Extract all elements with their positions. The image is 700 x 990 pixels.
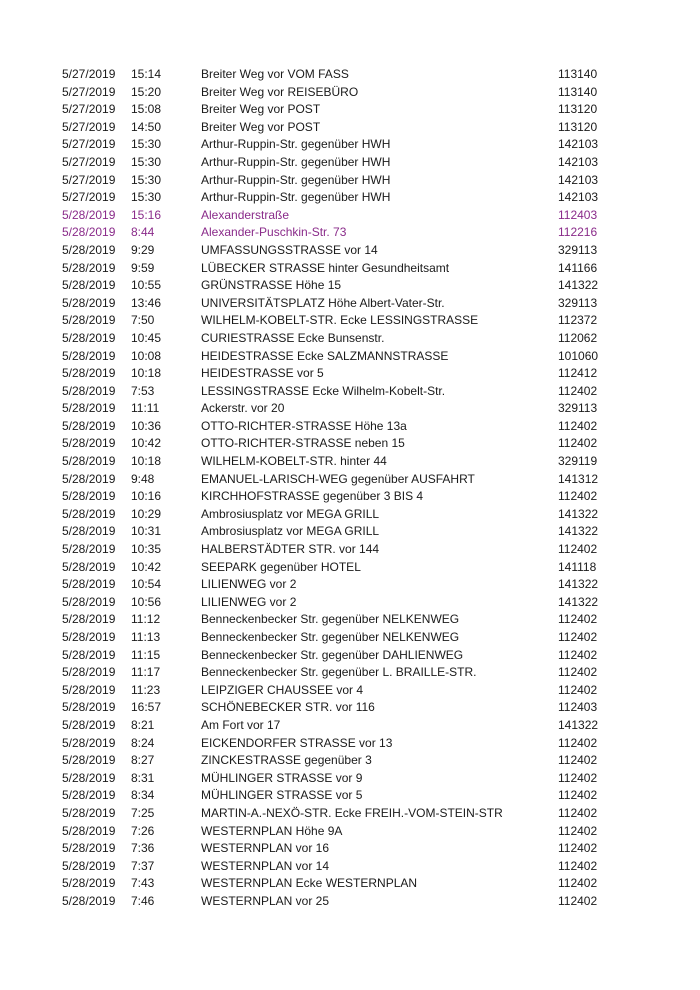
table-row bbox=[0, 101, 700, 119]
code-cell: 142103 bbox=[558, 190, 599, 205]
code-cell: 113140 bbox=[558, 84, 598, 99]
location-cell: WESTERNPLAN Ecke WESTERNPLAN bbox=[201, 876, 418, 891]
date-cell: 5/27/2019 bbox=[62, 67, 116, 81]
code-cell: 112402 bbox=[558, 753, 598, 768]
time-cell: 8:31 bbox=[131, 770, 155, 785]
time-cell: 15:14 bbox=[131, 67, 162, 81]
location-cell: WESTERNPLAN Höhe 9A bbox=[201, 823, 343, 838]
code-cell: 141322 bbox=[558, 717, 599, 732]
code-cell: 112402 bbox=[558, 682, 598, 697]
time-cell: 15:20 bbox=[131, 84, 162, 99]
code-cell: 112402 bbox=[558, 893, 598, 908]
code-cell: 112402 bbox=[558, 418, 598, 433]
table-row bbox=[0, 664, 700, 682]
code-cell: 113120 bbox=[558, 119, 598, 134]
date-cell: 5/28/2019 bbox=[62, 313, 116, 328]
code-cell: 113140 bbox=[558, 67, 598, 81]
time-cell: 9:29 bbox=[131, 242, 155, 257]
location-cell: LESSINGSTRASSE Ecke Wilhelm-Kobelt-Str. bbox=[201, 383, 446, 398]
code-cell: 142103 bbox=[558, 137, 599, 152]
date-cell: 5/28/2019 bbox=[62, 454, 116, 469]
code-cell: 112402 bbox=[558, 876, 598, 891]
code-cell: 112402 bbox=[558, 770, 598, 785]
code-cell: 141118 bbox=[558, 559, 597, 574]
location-cell: Breiter Weg vor POST bbox=[201, 102, 321, 117]
time-cell: 15:30 bbox=[131, 154, 162, 169]
table-row bbox=[0, 559, 700, 577]
time-cell: 10:16 bbox=[131, 489, 162, 504]
time-cell: 10:56 bbox=[131, 594, 162, 609]
table-row bbox=[0, 400, 700, 418]
code-cell: 329113 bbox=[558, 401, 598, 416]
date-cell: 5/28/2019 bbox=[62, 225, 116, 240]
table-row bbox=[0, 260, 700, 278]
time-cell: 11:15 bbox=[131, 647, 161, 662]
code-cell: 142103 bbox=[558, 154, 599, 169]
table-row bbox=[0, 682, 700, 700]
time-cell: 14:50 bbox=[131, 119, 162, 134]
code-cell: 141322 bbox=[558, 524, 599, 539]
location-cell: Am Fort vor 17 bbox=[201, 717, 281, 732]
date-cell: 5/28/2019 bbox=[62, 207, 116, 222]
time-cell: 11:12 bbox=[131, 612, 161, 627]
table-row bbox=[0, 770, 700, 788]
table-row bbox=[0, 647, 700, 665]
time-cell: 7:37 bbox=[131, 858, 155, 873]
table-row bbox=[0, 172, 700, 190]
code-cell: 141312 bbox=[558, 471, 599, 486]
code-cell: 112402 bbox=[558, 735, 598, 750]
table-row bbox=[0, 893, 700, 911]
time-cell: 15:16 bbox=[131, 207, 162, 222]
code-cell: 112402 bbox=[558, 612, 598, 627]
date-cell: 5/28/2019 bbox=[62, 612, 116, 627]
location-cell: Ackerstr. vor 20 bbox=[201, 401, 285, 416]
location-cell: EMANUEL-LARISCH-WEG gegenüber AUSFAHRT bbox=[201, 471, 475, 486]
location-cell: Breiter Weg vor REISEBÜRO bbox=[201, 84, 359, 99]
time-cell: 11:17 bbox=[131, 665, 161, 680]
time-cell: 7:25 bbox=[131, 805, 155, 820]
code-cell: 112403 bbox=[558, 700, 598, 715]
table-row bbox=[0, 365, 700, 383]
location-cell: WESTERNPLAN vor 14 bbox=[201, 858, 330, 873]
time-cell: 7:26 bbox=[131, 823, 155, 838]
date-cell: 5/28/2019 bbox=[62, 401, 116, 416]
time-cell: 10:42 bbox=[131, 559, 162, 574]
table-row bbox=[0, 488, 700, 506]
code-cell: 112402 bbox=[558, 489, 598, 504]
location-cell: LÜBECKER STRASSE hinter Gesundheitsamt bbox=[201, 260, 450, 275]
records-table bbox=[0, 66, 700, 911]
table-row bbox=[0, 576, 700, 594]
date-cell: 5/28/2019 bbox=[62, 665, 116, 680]
time-cell: 10:08 bbox=[131, 348, 162, 363]
date-cell: 5/28/2019 bbox=[62, 717, 116, 732]
date-cell: 5/28/2019 bbox=[62, 876, 116, 891]
date-cell: 5/27/2019 bbox=[62, 154, 116, 169]
location-cell: LEIPZIGER CHAUSSEE vor 4 bbox=[201, 682, 364, 697]
table-row bbox=[0, 383, 700, 401]
code-cell: 329119 bbox=[558, 454, 598, 469]
table-row bbox=[0, 418, 700, 436]
location-cell: HEIDESTRASSE vor 5 bbox=[201, 366, 324, 381]
date-cell: 5/28/2019 bbox=[62, 348, 116, 363]
time-cell: 11:13 bbox=[131, 630, 161, 644]
table-row bbox=[0, 453, 700, 471]
date-cell: 5/28/2019 bbox=[62, 383, 116, 398]
date-cell: 5/28/2019 bbox=[62, 577, 116, 592]
table-row bbox=[0, 611, 700, 629]
time-cell: 10:45 bbox=[131, 330, 162, 345]
date-cell: 5/28/2019 bbox=[62, 260, 116, 275]
code-cell: 112216 bbox=[558, 225, 598, 240]
date-cell: 5/28/2019 bbox=[62, 242, 116, 257]
table-row bbox=[0, 840, 700, 858]
location-cell: HEIDESTRASSE Ecke SALZMANNSTRASSE bbox=[201, 348, 449, 363]
time-cell: 7:43 bbox=[131, 876, 155, 891]
time-cell: 13:46 bbox=[131, 295, 162, 310]
location-cell: KIRCHHOFSTRASSE gegenüber 3 BIS 4 bbox=[201, 489, 424, 504]
location-cell: WESTERNPLAN vor 25 bbox=[201, 893, 330, 908]
location-cell: GRÜNSTRASSE Höhe 15 bbox=[201, 278, 342, 293]
table-row bbox=[0, 752, 700, 770]
date-cell: 5/28/2019 bbox=[62, 542, 116, 557]
code-cell: 112402 bbox=[558, 665, 598, 680]
table-row bbox=[0, 523, 700, 541]
location-cell: EICKENDORFER STRASSE vor 13 bbox=[201, 735, 393, 750]
code-cell: 112402 bbox=[558, 823, 598, 838]
date-cell: 5/28/2019 bbox=[62, 418, 116, 433]
code-cell: 141322 bbox=[558, 506, 599, 521]
date-cell: 5/28/2019 bbox=[62, 295, 116, 310]
code-cell: 112062 bbox=[558, 330, 598, 345]
location-cell: Ambrosiusplatz vor MEGA GRILL bbox=[201, 524, 380, 539]
time-cell: 11:23 bbox=[131, 682, 161, 697]
table-row bbox=[0, 594, 700, 612]
date-cell: 5/28/2019 bbox=[62, 366, 116, 381]
date-cell: 5/27/2019 bbox=[62, 119, 116, 134]
time-cell: 8:27 bbox=[131, 753, 155, 768]
table-row bbox=[0, 119, 700, 137]
location-cell: OTTO-RICHTER-STRASSE Höhe 13a bbox=[201, 418, 407, 433]
date-cell: 5/28/2019 bbox=[62, 436, 116, 451]
location-cell: Arthur-Ruppin-Str. gegenüber HWH bbox=[201, 137, 391, 152]
table-row bbox=[0, 805, 700, 823]
table-row bbox=[0, 875, 700, 893]
date-cell: 5/28/2019 bbox=[62, 841, 116, 856]
time-cell: 8:44 bbox=[131, 225, 155, 240]
date-cell: 5/28/2019 bbox=[62, 559, 116, 574]
date-cell: 5/28/2019 bbox=[62, 753, 116, 768]
table-row bbox=[0, 471, 700, 489]
code-cell: 112402 bbox=[558, 647, 598, 662]
date-cell: 5/28/2019 bbox=[62, 858, 116, 873]
code-cell: 329113 bbox=[558, 242, 598, 257]
location-cell: SEEPARK gegenüber HOTEL bbox=[201, 559, 361, 574]
table-row bbox=[0, 154, 700, 172]
table-row bbox=[0, 207, 700, 225]
date-cell: 5/28/2019 bbox=[62, 471, 116, 486]
time-cell: 10:36 bbox=[131, 418, 162, 433]
location-cell: UNIVERSITÄTSPLATZ Höhe Albert-Vater-Str. bbox=[201, 295, 445, 310]
date-cell: 5/27/2019 bbox=[62, 102, 116, 117]
location-cell: OTTO-RICHTER-STRASSE neben 15 bbox=[201, 436, 405, 451]
time-cell: 7:46 bbox=[131, 893, 155, 908]
time-cell: 8:24 bbox=[131, 735, 155, 750]
table-row bbox=[0, 136, 700, 154]
location-cell: WESTERNPLAN vor 16 bbox=[201, 841, 330, 856]
location-cell: SCHÖNEBECKER STR. vor 116 bbox=[201, 700, 375, 715]
code-cell: 112403 bbox=[558, 207, 598, 222]
time-cell: 8:21 bbox=[131, 717, 155, 732]
code-cell: 112372 bbox=[558, 313, 598, 328]
date-cell: 5/27/2019 bbox=[62, 84, 116, 99]
location-cell: ZINCKESTRASSE gegenüber 3 bbox=[201, 753, 372, 768]
table-row bbox=[0, 224, 700, 242]
date-cell: 5/28/2019 bbox=[62, 524, 116, 539]
table-row bbox=[0, 823, 700, 841]
date-cell: 5/28/2019 bbox=[62, 594, 116, 609]
location-cell: HALBERSTÄDTER STR. vor 144 bbox=[201, 542, 380, 557]
location-cell: Alexander-Puschkin-Str. 73 bbox=[201, 225, 347, 240]
time-cell: 10:54 bbox=[131, 577, 162, 592]
code-cell: 141166 bbox=[558, 260, 598, 275]
location-cell: Ambrosiusplatz vor MEGA GRILL bbox=[201, 506, 380, 521]
time-cell: 9:48 bbox=[131, 471, 155, 486]
time-cell: 10:18 bbox=[131, 454, 162, 469]
table-row bbox=[0, 330, 700, 348]
table-row bbox=[0, 312, 700, 330]
table-row bbox=[0, 858, 700, 876]
table-row bbox=[0, 295, 700, 313]
date-cell: 5/28/2019 bbox=[62, 893, 116, 908]
table-row bbox=[0, 348, 700, 366]
date-cell: 5/27/2019 bbox=[62, 190, 116, 205]
table-row bbox=[0, 66, 700, 84]
table-row bbox=[0, 541, 700, 559]
time-cell: 15:08 bbox=[131, 102, 162, 117]
location-cell: LILIENWEG vor 2 bbox=[201, 577, 297, 592]
date-cell: 5/27/2019 bbox=[62, 172, 116, 187]
time-cell: 10:18 bbox=[131, 366, 162, 381]
table-row bbox=[0, 717, 700, 735]
code-cell: 112402 bbox=[558, 805, 598, 820]
code-cell: 112402 bbox=[558, 858, 598, 873]
time-cell: 10:29 bbox=[131, 506, 162, 521]
table-row bbox=[0, 629, 700, 647]
location-cell: CURIESTRASSE Ecke Bunsenstr. bbox=[201, 330, 385, 345]
location-cell: Arthur-Ruppin-Str. gegenüber HWH bbox=[201, 154, 391, 169]
date-cell: 5/28/2019 bbox=[62, 278, 116, 293]
location-cell: Benneckenbecker Str. gegenüber DAHLIENWEG bbox=[201, 647, 464, 662]
code-cell: 112402 bbox=[558, 383, 598, 398]
date-cell: 5/28/2019 bbox=[62, 647, 116, 662]
time-cell: 16:57 bbox=[131, 700, 162, 715]
code-cell: 112402 bbox=[558, 841, 598, 856]
code-cell: 112402 bbox=[558, 542, 598, 557]
location-cell: Benneckenbecker Str. gegenüber L. BRAILLE-STR. bbox=[201, 665, 477, 680]
location-cell: UMFASSUNGSSTRASSE vor 14 bbox=[201, 242, 378, 257]
table-row bbox=[0, 84, 700, 102]
time-cell: 10:35 bbox=[131, 542, 162, 557]
time-cell: 15:30 bbox=[131, 172, 162, 187]
location-cell: MÜHLINGER STRASSE vor 9 bbox=[201, 770, 363, 785]
code-cell: 112412 bbox=[558, 366, 598, 381]
table-row bbox=[0, 699, 700, 717]
date-cell: 5/28/2019 bbox=[62, 682, 116, 697]
table-row bbox=[0, 506, 700, 524]
code-cell: 142103 bbox=[558, 172, 599, 187]
location-cell: WILHELM-KOBELT-STR. hinter 44 bbox=[201, 454, 387, 469]
code-cell: 141322 bbox=[558, 594, 599, 609]
location-cell: WILHELM-KOBELT-STR. Ecke LESSINGSTRASSE bbox=[201, 313, 479, 328]
date-cell: 5/28/2019 bbox=[62, 770, 116, 785]
date-cell: 5/28/2019 bbox=[62, 788, 116, 803]
code-cell: 101060 bbox=[558, 348, 599, 363]
time-cell: 15:30 bbox=[131, 137, 162, 152]
time-cell: 11:11 bbox=[131, 401, 160, 416]
time-cell: 9:59 bbox=[131, 260, 155, 275]
time-cell: 10:42 bbox=[131, 436, 162, 451]
code-cell: 141322 bbox=[558, 278, 599, 293]
date-cell: 5/28/2019 bbox=[62, 489, 116, 504]
date-cell: 5/28/2019 bbox=[62, 506, 116, 521]
code-cell: 329113 bbox=[558, 295, 598, 310]
table-row bbox=[0, 735, 700, 753]
date-cell: 5/28/2019 bbox=[62, 330, 116, 345]
time-cell: 10:55 bbox=[131, 278, 162, 293]
date-cell: 5/28/2019 bbox=[62, 735, 116, 750]
location-cell: Arthur-Ruppin-Str. gegenüber HWH bbox=[201, 190, 391, 205]
date-cell: 5/28/2019 bbox=[62, 823, 116, 838]
location-cell: Breiter Weg vor VOM FASS bbox=[201, 67, 349, 81]
time-cell: 7:50 bbox=[131, 313, 155, 328]
location-cell: MÜHLINGER STRASSE vor 5 bbox=[201, 788, 363, 803]
date-cell: 5/28/2019 bbox=[62, 630, 116, 644]
time-cell: 7:53 bbox=[131, 383, 155, 398]
location-cell: Arthur-Ruppin-Str. gegenüber HWH bbox=[201, 172, 391, 187]
time-cell: 15:30 bbox=[131, 190, 162, 205]
code-cell: 112402 bbox=[558, 630, 598, 644]
time-cell: 7:36 bbox=[131, 841, 155, 856]
time-cell: 10:31 bbox=[131, 524, 162, 539]
table-row bbox=[0, 277, 700, 295]
date-cell: 5/28/2019 bbox=[62, 805, 116, 820]
table-row bbox=[0, 787, 700, 805]
code-cell: 113120 bbox=[558, 102, 598, 117]
location-cell: Benneckenbecker Str. gegenüber NELKENWEG bbox=[201, 612, 460, 627]
location-cell: Breiter Weg vor POST bbox=[201, 119, 321, 134]
location-cell: MARTIN-A.-NEXÖ-STR. Ecke FREIH.-VOM-STEIN-STR bbox=[201, 805, 503, 820]
location-cell: Benneckenbecker Str. gegenüber NELKENWEG bbox=[201, 630, 460, 644]
time-cell: 8:34 bbox=[131, 788, 155, 803]
table-row bbox=[0, 189, 700, 207]
code-cell: 112402 bbox=[558, 788, 598, 803]
code-cell: 112402 bbox=[558, 436, 598, 451]
table-row bbox=[0, 242, 700, 260]
table-row bbox=[0, 435, 700, 453]
location-cell: LILIENWEG vor 2 bbox=[201, 594, 297, 609]
date-cell: 5/28/2019 bbox=[62, 700, 116, 715]
code-cell: 141322 bbox=[558, 577, 599, 592]
date-cell: 5/27/2019 bbox=[62, 137, 116, 152]
location-cell: Alexanderstraße bbox=[201, 207, 290, 222]
